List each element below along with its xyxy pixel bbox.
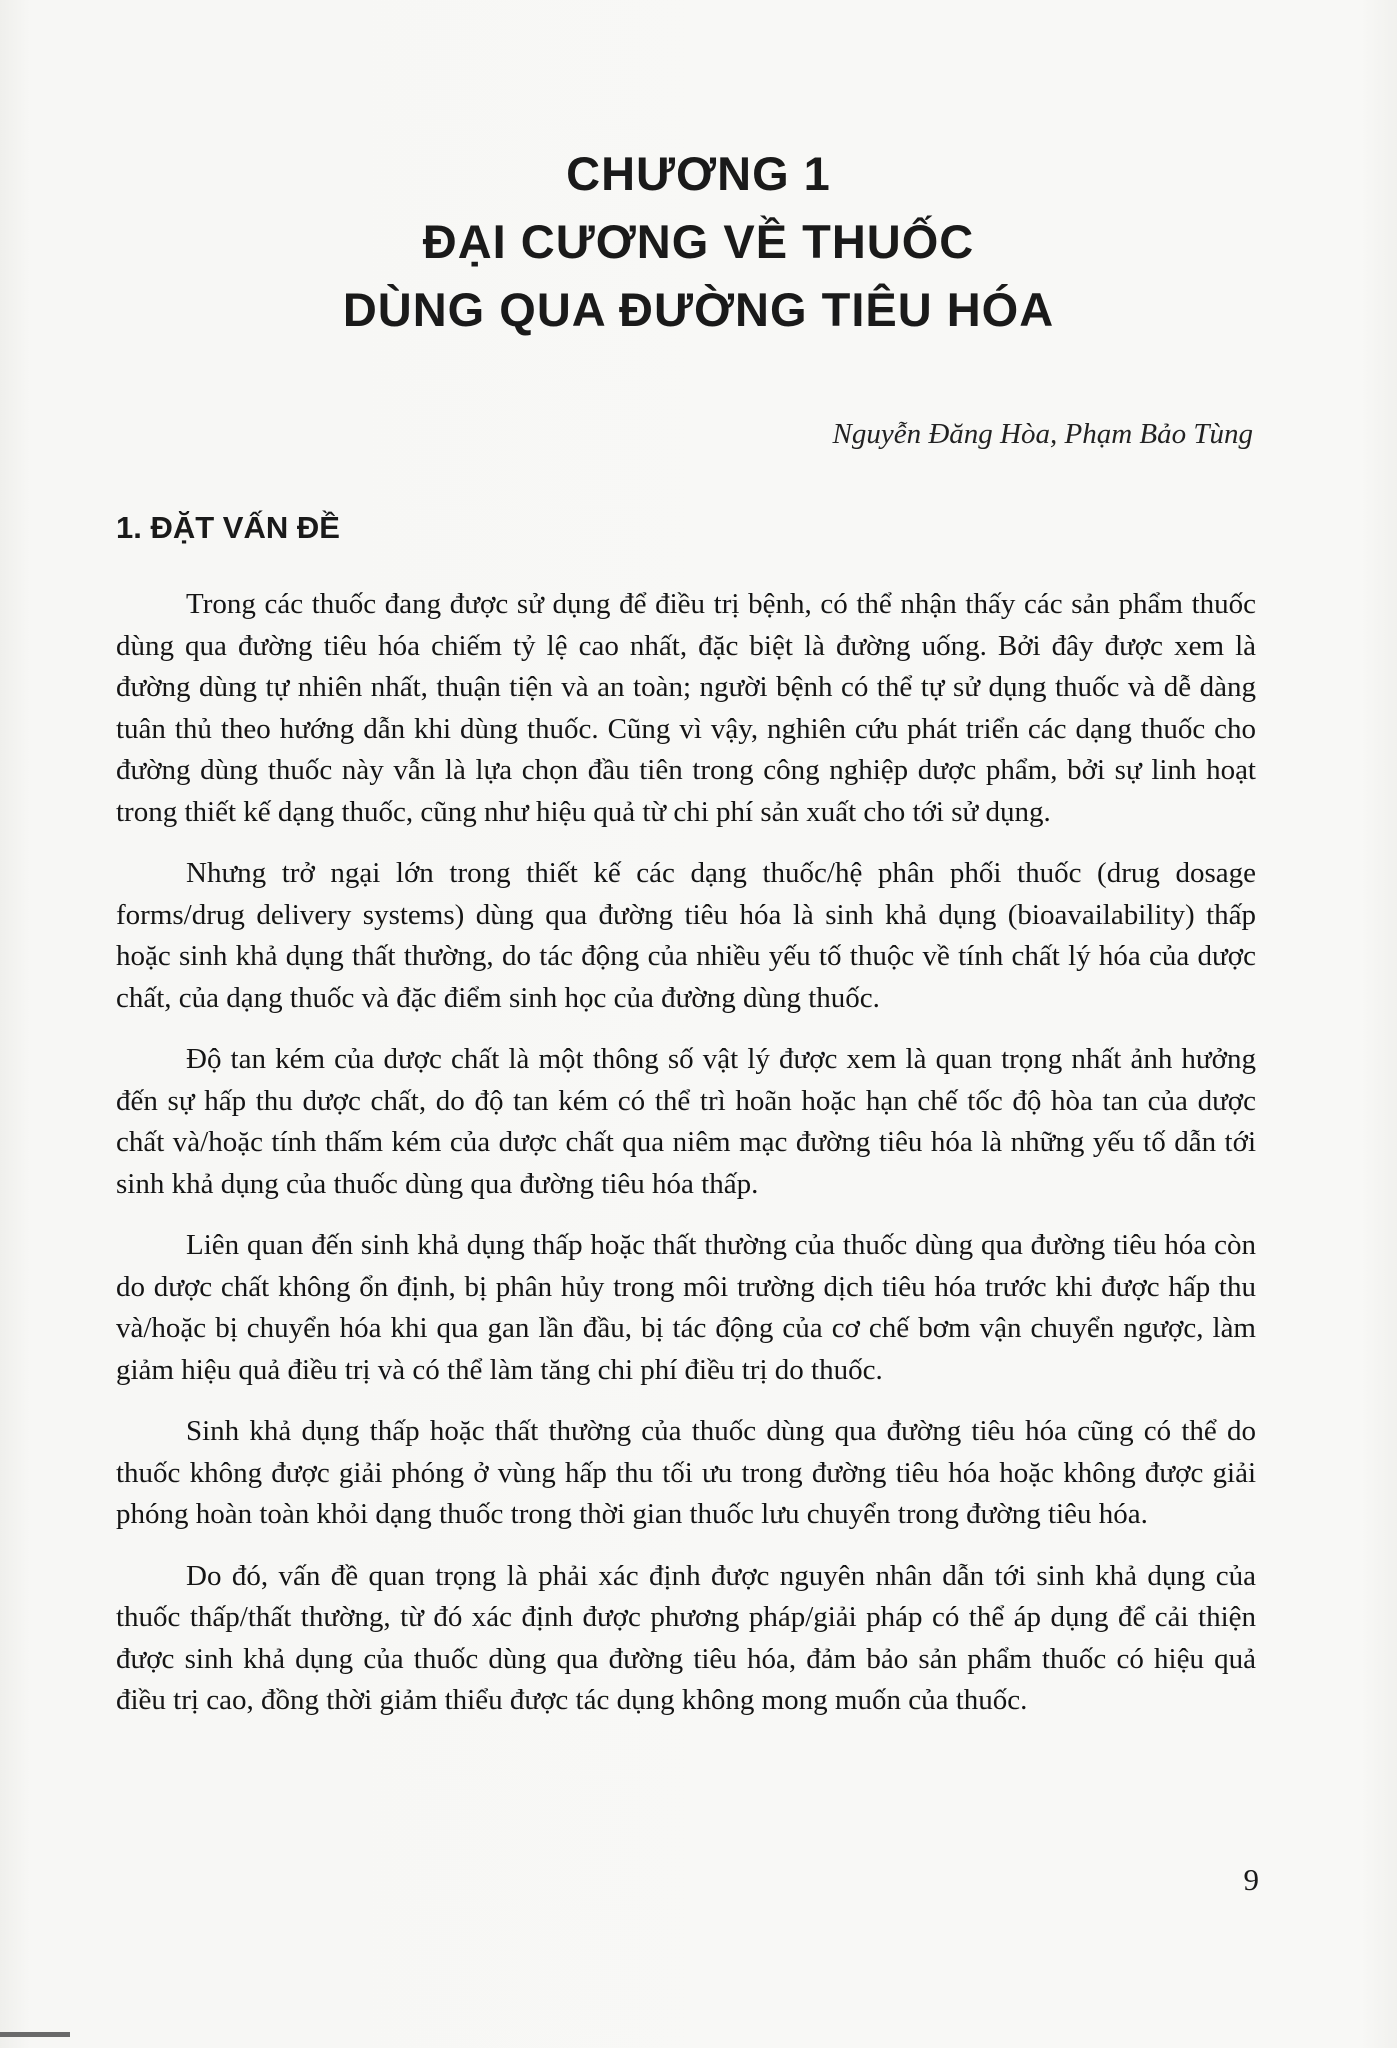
chapter-title-line-1: ĐẠI CƯƠNG VỀ THUỐC [422, 215, 975, 268]
paragraph: Độ tan kém của dược chất là một thông số vật lý được xem là quan trọng nhất ảnh hưởng đến sự hấp thu dược chất, do độ tan kém có thể trì hoãn hoặc hạn chế tốc độ hòa tan của dược chất và/hoặc tính thấm kém của dược chất qua niêm mạc đường tiêu hóa là những yếu tố dẫn tới sinh khả dụng của thuốc dùng qua đường tiêu hóa thấp. [116, 1043, 1256, 1200]
paragraph: Liên quan đến sinh khả dụng thấp hoặc thất thường của thuốc dùng qua đường tiêu hóa còn do dược chất không ổn định, bị phân hủy trong môi trường dịch tiêu hóa trước khi được hấp thu và/hoặc bị chuyển hóa khi qua gan lần đầu, bị tác động của cơ chế bơm vận chuyển ngược, làm giảm hiệu quả điều trị và có thể làm tăng chi phí điều trị do thuốc. [116, 1229, 1256, 1386]
section-heading: 1. ĐẶT VẤN ĐỀ [116, 510, 340, 545]
body-text [116, 584, 1256, 1742]
chapter-title-line-2: DÙNG QUA ĐƯỜNG TIÊU HÓA [342, 283, 1055, 336]
paragraph: Trong các thuốc đang được sử dụng để điều trị bệnh, có thể nhận thấy các sản phẩm thuốc dùng qua đường tiêu hóa chiếm tỷ lệ cao nhất, đặc biệt là đường uống. Bởi đây được xem là đường dùng tự nhiên nhất, thuận tiện và an toàn; người bệnh có thể tự sử dụng thuốc và dễ dàng tuân thủ theo hướng dẫn khi dùng thuốc. Cũng vì vậy, nghiên cứu phát triển các dạng thuốc cho đường dùng thuốc này vẫn là lựa chọn đầu tiên trong công nghiệp dược phẩm, bởi sự linh hoạt trong thiết kế dạng thuốc, cũng như hiệu quả từ chi phí sản xuất cho tới sử dụng. [116, 588, 1256, 828]
page-number: 9 [1243, 1862, 1259, 1897]
scan-edge-mark [0, 2032, 70, 2037]
chapter-number: CHƯƠNG 1 [566, 147, 831, 200]
paragraph: Sinh khả dụng thấp hoặc thất thường của thuốc dùng qua đường tiêu hóa cũng có thể do thuốc không được giải phóng ở vùng hấp thu tối ưu trong đường tiêu hóa hoặc không được giải phóng hoàn toàn khỏi dạng thuốc trong thời gian thuốc lưu chuyển trong đường tiêu hóa. [116, 1415, 1256, 1530]
authors: Nguyễn Đăng Hòa, Phạm Bảo Tùng [832, 418, 1253, 450]
paragraph: Nhưng trở ngại lớn trong thiết kế các dạng thuốc/hệ phân phối thuốc (drug dosage forms/drug delivery systems) dùng qua đường tiêu hóa là sinh khả dụng (bioavailability) thấp hoặc sinh khả dụng thất thường, do tác động của nhiều yếu tố thuộc về tính chất lý hóa của dược chất, của dạng thuốc và đặc điểm sinh học của đường dùng thuốc. [116, 857, 1256, 1014]
chapter-title [0, 140, 1397, 344]
paragraph: Do đó, vấn đề quan trọng là phải xác định được nguyên nhân dẫn tới sinh khả dụng của thuốc thấp/thất thường, từ đó xác định được phương pháp/giải pháp có thể áp dụng để cải thiện được sinh khả dụng của thuốc dùng qua đường tiêu hóa, đảm bảo sản phẩm thuốc có hiệu quả điều trị cao, đồng thời giảm thiểu được tác dụng không mong muốn của thuốc. [116, 1559, 1256, 1716]
